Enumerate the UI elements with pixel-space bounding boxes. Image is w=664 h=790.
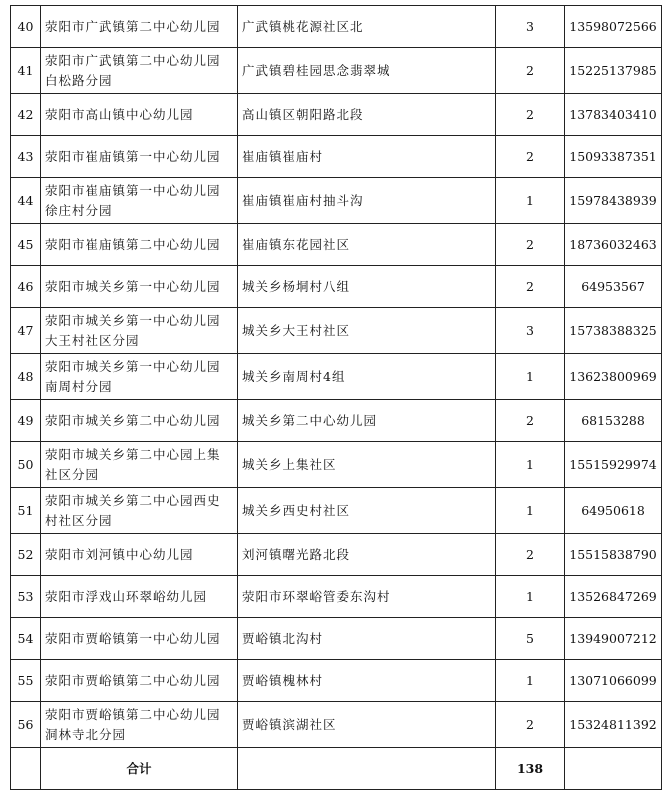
kindergarten-address: 广武镇碧桂园思念翡翠城 — [238, 48, 496, 94]
enrollment-count: 2 — [496, 94, 565, 136]
total-blank-cell — [565, 748, 662, 790]
row-number: 54 — [11, 618, 41, 660]
contact-phone: 13949007212 — [565, 618, 662, 660]
total-row — [11, 748, 662, 790]
enrollment-count: 2 — [496, 136, 565, 178]
enrollment-count: 3 — [496, 308, 565, 354]
total-count: 138 — [496, 748, 565, 790]
row-number: 55 — [11, 660, 41, 702]
enrollment-count: 5 — [496, 618, 565, 660]
row-number: 41 — [11, 48, 41, 94]
kindergarten-name: 荥阳市贾峪镇第二中心幼儿园 — [41, 660, 238, 702]
table-row — [11, 400, 662, 442]
row-number: 56 — [11, 702, 41, 748]
table-row — [11, 488, 662, 534]
enrollment-count: 1 — [496, 442, 565, 488]
kindergarten-name: 荥阳市浮戏山环翠峪幼儿园 — [41, 576, 238, 618]
row-number: 52 — [11, 534, 41, 576]
table-row — [11, 136, 662, 178]
enrollment-count: 1 — [496, 488, 565, 534]
kindergarten-address: 贾峪镇槐林村 — [238, 660, 496, 702]
total-blank-cell — [238, 748, 496, 790]
enrollment-count: 1 — [496, 178, 565, 224]
kindergarten-address: 城关乡上集社区 — [238, 442, 496, 488]
kindergarten-address: 城关乡杨垌村八组 — [238, 266, 496, 308]
kindergarten-name: 荥阳市崔庙镇第一中心幼儿园徐庄村分园 — [41, 178, 238, 224]
kindergarten-name: 荥阳市城关乡第二中心幼儿园 — [41, 400, 238, 442]
contact-phone: 15978438939 — [565, 178, 662, 224]
enrollment-count: 2 — [496, 400, 565, 442]
contact-phone: 15093387351 — [565, 136, 662, 178]
contact-phone: 64953567 — [565, 266, 662, 308]
kindergarten-address: 贾峪镇北沟村 — [238, 618, 496, 660]
table-row — [11, 224, 662, 266]
enrollment-count: 2 — [496, 266, 565, 308]
kindergarten-address: 高山镇区朝阳路北段 — [238, 94, 496, 136]
row-number: 42 — [11, 94, 41, 136]
kindergarten-name: 荥阳市城关乡第一中心幼儿园大王村社区分园 — [41, 308, 238, 354]
table-row — [11, 6, 662, 48]
contact-phone: 13071066099 — [565, 660, 662, 702]
kindergarten-name: 荥阳市城关乡第二中心园上集社区分园 — [41, 442, 238, 488]
contact-phone: 15515838790 — [565, 534, 662, 576]
enrollment-count: 3 — [496, 6, 565, 48]
kindergarten-address: 荥阳市环翠峪管委东沟村 — [238, 576, 496, 618]
row-number: 45 — [11, 224, 41, 266]
kindergarten-address: 城关乡南周村4组 — [238, 354, 496, 400]
enrollment-count: 2 — [496, 534, 565, 576]
table-row — [11, 576, 662, 618]
kindergarten-name: 荥阳市广武镇第二中心幼儿园 — [41, 6, 238, 48]
enrollment-count: 1 — [496, 354, 565, 400]
contact-phone: 18736032463 — [565, 224, 662, 266]
kindergarten-name: 荥阳市广武镇第二中心幼儿园白松路分园 — [41, 48, 238, 94]
kindergarten-address: 广武镇桃花源社区北 — [238, 6, 496, 48]
row-number: 43 — [11, 136, 41, 178]
kindergarten-name: 荥阳市高山镇中心幼儿园 — [41, 94, 238, 136]
kindergarten-address: 城关乡第二中心幼儿园 — [238, 400, 496, 442]
table-row — [11, 442, 662, 488]
total-label: 合计 — [41, 748, 238, 790]
row-number: 47 — [11, 308, 41, 354]
enrollment-count: 1 — [496, 576, 565, 618]
contact-phone: 13598072566 — [565, 6, 662, 48]
row-number: 46 — [11, 266, 41, 308]
kindergarten-name: 荥阳市崔庙镇第一中心幼儿园 — [41, 136, 238, 178]
table-row — [11, 354, 662, 400]
enrollment-count: 2 — [496, 224, 565, 266]
kindergarten-address: 崔庙镇崔庙村抽斗沟 — [238, 178, 496, 224]
kindergarten-name: 荥阳市贾峪镇第一中心幼儿园 — [41, 618, 238, 660]
enrollment-count: 2 — [496, 702, 565, 748]
enrollment-count: 1 — [496, 660, 565, 702]
row-number: 44 — [11, 178, 41, 224]
table-row — [11, 702, 662, 748]
table-row — [11, 178, 662, 224]
kindergarten-address: 城关乡西史村社区 — [238, 488, 496, 534]
kindergarten-name: 荥阳市崔庙镇第二中心幼儿园 — [41, 224, 238, 266]
kindergarten-name: 荥阳市城关乡第一中心幼儿园南周村分园 — [41, 354, 238, 400]
row-number: 51 — [11, 488, 41, 534]
contact-phone: 15515929974 — [565, 442, 662, 488]
table-row — [11, 94, 662, 136]
kindergarten-address: 贾峪镇滨湖社区 — [238, 702, 496, 748]
kindergarten-address: 城关乡大王村社区 — [238, 308, 496, 354]
contact-phone: 13783403410 — [565, 94, 662, 136]
table-row — [11, 308, 662, 354]
contact-phone: 13526847269 — [565, 576, 662, 618]
total-blank-cell — [11, 748, 41, 790]
row-number: 48 — [11, 354, 41, 400]
row-number: 49 — [11, 400, 41, 442]
contact-phone: 68153288 — [565, 400, 662, 442]
contact-phone: 13623800969 — [565, 354, 662, 400]
table-row — [11, 618, 662, 660]
kindergarten-address: 崔庙镇东花园社区 — [238, 224, 496, 266]
kindergarten-address: 崔庙镇崔庙村 — [238, 136, 496, 178]
table-body — [11, 6, 662, 790]
table-row — [11, 266, 662, 308]
table-row — [11, 534, 662, 576]
contact-phone: 15324811392 — [565, 702, 662, 748]
row-number: 53 — [11, 576, 41, 618]
contact-phone: 64950618 — [565, 488, 662, 534]
kindergarten-table — [10, 5, 662, 790]
row-number: 50 — [11, 442, 41, 488]
row-number: 40 — [11, 6, 41, 48]
contact-phone: 15225137985 — [565, 48, 662, 94]
table-row — [11, 660, 662, 702]
kindergarten-address: 刘河镇曙光路北段 — [238, 534, 496, 576]
kindergarten-name: 荥阳市刘河镇中心幼儿园 — [41, 534, 238, 576]
kindergarten-name: 荥阳市贾峪镇第二中心幼儿园洞林寺北分园 — [41, 702, 238, 748]
contact-phone: 15738388325 — [565, 308, 662, 354]
kindergarten-name: 荥阳市城关乡第一中心幼儿园 — [41, 266, 238, 308]
table-row — [11, 48, 662, 94]
kindergarten-name: 荥阳市城关乡第二中心园西史村社区分园 — [41, 488, 238, 534]
enrollment-count: 2 — [496, 48, 565, 94]
